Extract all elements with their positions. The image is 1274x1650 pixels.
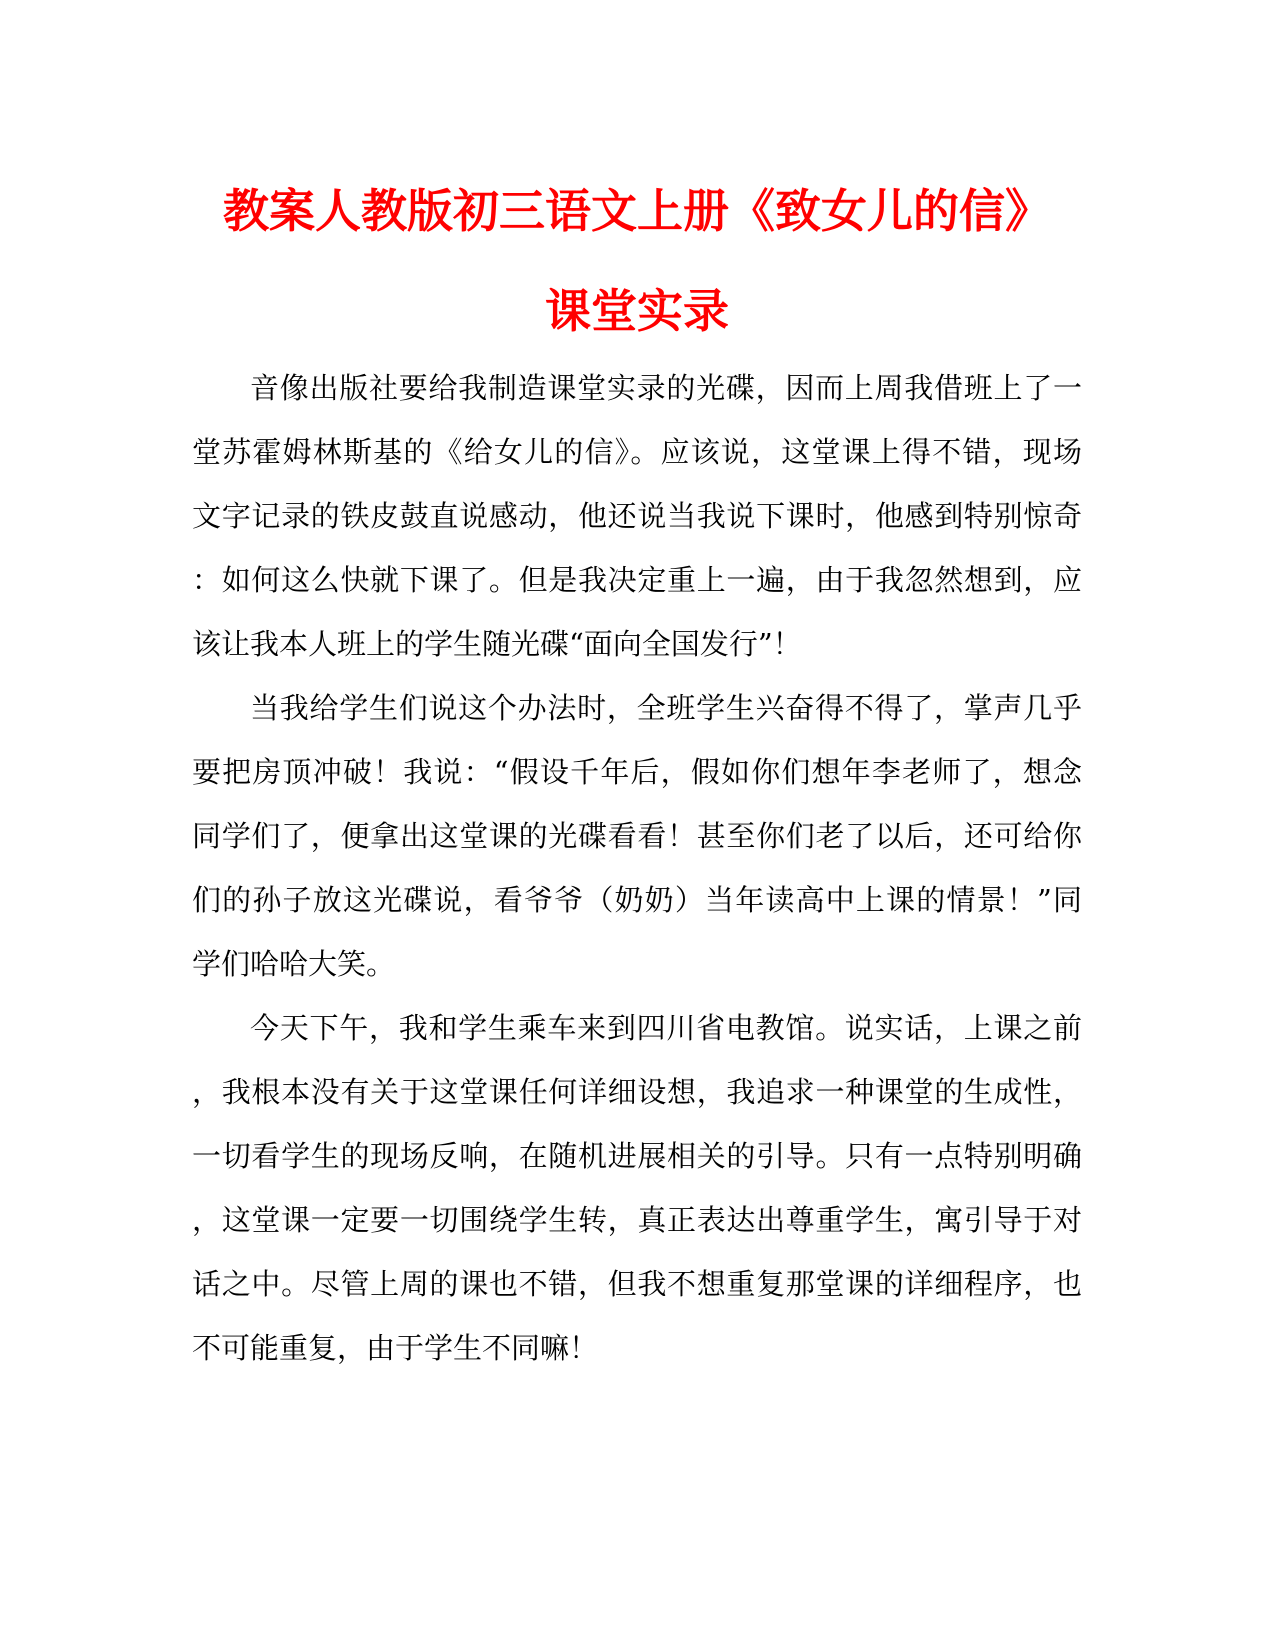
paragraph-2-line-1: 当我给学生们说这个办法时，全班学生兴奋得不得了，掌声几乎 <box>250 691 1082 725</box>
document-body <box>192 356 1082 1380</box>
paragraph-3-line-6: 不可能重复，由于学生不同嘛！ <box>192 1331 599 1365</box>
paragraph-2-line-3: 同学们了，便拿出这堂课的光碟看看！甚至你们老了以后，还可给你 <box>192 819 1082 853</box>
document-title-line-2: 课堂实录 <box>545 284 729 338</box>
paragraph-3-line-2: ，我根本没有关于这堂课任何详细设想，我追求一种课堂的生成性， <box>192 1075 1082 1109</box>
paragraph-1-line-1: 音像出版社要给我制造课堂实录的光碟，因而上周我借班上了一 <box>250 371 1082 405</box>
paragraph-3-line-3: 一切看学生的现场反响，在随机进展相关的引导。只有一点特别明确 <box>192 1139 1082 1173</box>
document-title-line-1: 教案人教版初三语文上册《致女儿的信》 <box>223 184 1051 238</box>
paragraph-2-line-2: 要把房顶冲破！我说：“假设千年后，假如你们想年李老师了，想念 <box>192 755 1082 789</box>
paragraph-1-line-2: 堂苏霍姆林斯基的《给女儿的信》。应该说，这堂课上得不错，现场 <box>192 435 1082 469</box>
paragraph-1-line-5: 该让我本人班上的学生随光碟“面向全国发行”！ <box>192 627 802 661</box>
paragraph-1-line-3: 文字记录的铁皮鼓直说感动，他还说当我说下课时，他感到特别惊奇 <box>192 499 1082 533</box>
paragraph-3-line-5: 话之中。尽管上周的课也不错，但我不想重复那堂课的详细程序，也 <box>192 1267 1082 1301</box>
paragraph-1-line-4: ：如何这么快就下课了。但是我决定重上一遍，由于我忽然想到，应 <box>192 563 1082 597</box>
paragraph-3-line-1: 今天下午，我和学生乘车来到四川省电教馆。说实话，上课之前 <box>250 1011 1082 1045</box>
paragraph-3-line-4: ，这堂课一定要一切围绕学生转，真正表达出尊重学生，寓引导于对 <box>192 1203 1082 1237</box>
paragraph-2-line-4: 们的孙子放这光碟说，看爷爷（奶奶）当年读高中上课的情景！”同 <box>192 883 1082 917</box>
paragraph-2-line-5: 学们哈哈大笑。 <box>192 947 396 981</box>
